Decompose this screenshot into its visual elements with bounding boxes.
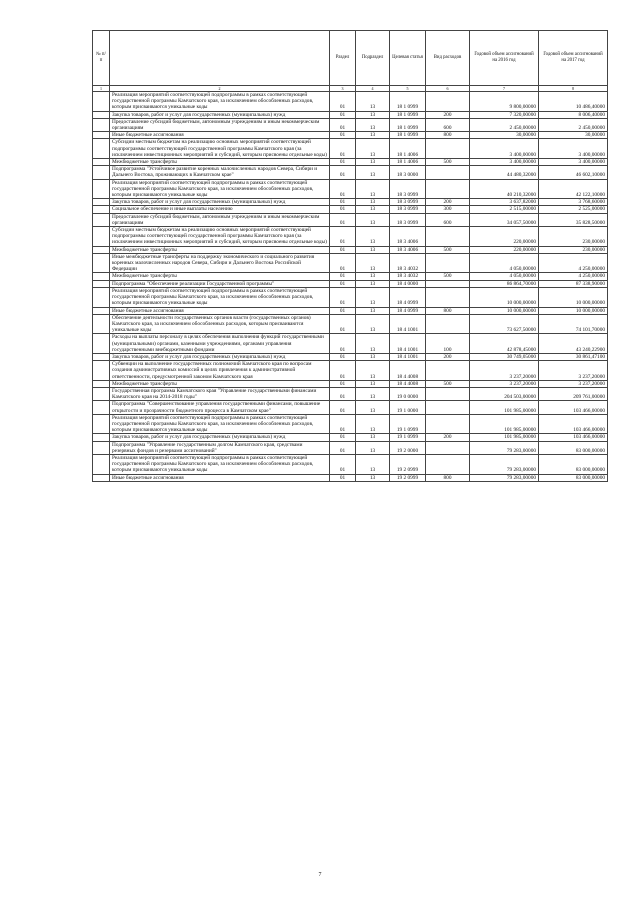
cell-num — [93, 111, 110, 118]
cell-2017: 2 525,00000 — [539, 206, 608, 213]
table-row — [93, 434, 608, 441]
cell-razdel: 01 — [330, 434, 356, 441]
cell-name: Межбюджетные трансферты — [110, 159, 330, 166]
cell-2016: 3 237,20000 — [470, 361, 539, 381]
table-row — [93, 179, 608, 199]
cell-name: Иные бюджетные ассигнования — [110, 132, 330, 139]
cell-2017: 3 400,00000 — [539, 159, 608, 166]
cell-expense-type — [426, 441, 470, 454]
cell-name: Закупка товаров, работ и услуг для государственных (муниципальных) нужд — [110, 434, 330, 441]
cell-expense-type — [426, 227, 470, 247]
cell-2016: 79 283,00000 — [470, 474, 539, 481]
cell-podrazdel: 13 — [356, 139, 390, 159]
cell-2017: 230,00000 — [539, 227, 608, 247]
cell-2017: 35 828,50000 — [539, 213, 608, 226]
cell-2016: 3 237,20000 — [470, 380, 539, 387]
cell-num — [93, 179, 110, 199]
cell-name: Реализация мероприятий соответствующей подпрограммы в рамках соответствующей государственной программы Камчатского края, за исключением обособленных расходов, которым присваиваются уникальные коды — [110, 414, 330, 434]
cell-num — [93, 387, 110, 400]
cell-num — [93, 434, 110, 441]
cell-podrazdel: 13 — [356, 361, 390, 381]
table-row — [93, 213, 608, 226]
cell-expense-type — [426, 166, 470, 179]
cell-target-article: 18 1 0999 — [390, 118, 426, 131]
cell-2017: 30,00000 — [539, 132, 608, 139]
cell-razdel: 01 — [330, 287, 356, 307]
col-number: 3 — [330, 86, 356, 92]
cell-num — [93, 227, 110, 247]
table-row — [93, 246, 608, 253]
cell-expense-type — [426, 314, 470, 334]
cell-name: Обеспечение деятельности государственных органов власти (государственных органов) Камчатского края, за исключением обособленных расходов, которым присваиваются уникальные коды — [110, 314, 330, 334]
cell-num — [93, 118, 110, 131]
cell-target-article: 18 3 0999 — [390, 213, 426, 226]
cell-2016: 79 283,00000 — [470, 441, 539, 454]
cell-podrazdel: 13 — [356, 454, 390, 474]
cell-2016: 220,00000 — [470, 227, 539, 247]
table-row — [93, 273, 608, 280]
cell-2016: 4 050,00000 — [470, 273, 539, 280]
cell-podrazdel: 13 — [356, 199, 390, 206]
cell-2017: 10 486,40000 — [539, 92, 608, 112]
document-page — [92, 30, 607, 482]
cell-target-article: 18 1 4006 — [390, 139, 426, 159]
cell-expense-type: 600 — [426, 213, 470, 226]
cell-num — [93, 401, 110, 414]
col-number: 8 — [539, 86, 608, 92]
cell-2016: 9 800,00000 — [470, 92, 539, 112]
cell-target-article: 19 1 0000 — [390, 401, 426, 414]
table-body — [93, 92, 608, 482]
cell-podrazdel: 13 — [356, 159, 390, 166]
cell-2016: 7 320,00000 — [470, 111, 539, 118]
cell-target-article: 19 2 0000 — [390, 441, 426, 454]
cell-target-article: 18 3 4006 — [390, 227, 426, 247]
cell-razdel: 01 — [330, 401, 356, 414]
table-row — [93, 334, 608, 354]
cell-2016: 2 450,00000 — [470, 118, 539, 131]
cell-razdel: 01 — [330, 314, 356, 334]
budget-table — [92, 30, 608, 482]
cell-num — [93, 280, 110, 287]
cell-podrazdel: 13 — [356, 206, 390, 213]
cell-razdel: 01 — [330, 280, 356, 287]
cell-target-article: 18 4 1001 — [390, 314, 426, 334]
cell-num — [93, 380, 110, 387]
cell-2017: 74 101,70000 — [539, 314, 608, 334]
cell-num — [93, 199, 110, 206]
cell-expense-type: 200 — [426, 111, 470, 118]
cell-razdel: 01 — [330, 227, 356, 247]
table-row — [93, 414, 608, 434]
cell-target-article: 18 1 4006 — [390, 159, 426, 166]
header-2016: Годовой объем ассигнований на 2016 год — [470, 31, 539, 86]
cell-expense-type — [426, 92, 470, 112]
cell-name: Субсидии местным бюджетам на реализацию основных мероприятий соответствующей подпрограммы соответствующей государственной программы Камчатского края (за исключением инвестиционных мероприятий и субсидий, которым присвоены отдельные коды) — [110, 139, 330, 159]
cell-expense-type — [426, 361, 470, 381]
cell-podrazdel: 13 — [356, 253, 390, 273]
cell-num — [93, 246, 110, 253]
cell-razdel: 01 — [330, 380, 356, 387]
cell-num — [93, 454, 110, 474]
table-row — [93, 139, 608, 159]
cell-target-article: 18 4 1001 — [390, 353, 426, 360]
cell-podrazdel: 13 — [356, 474, 390, 481]
cell-num — [93, 273, 110, 280]
cell-2016: 101 985,00000 — [470, 414, 539, 434]
cell-target-article: 18 4 4008 — [390, 380, 426, 387]
cell-2016: 3 400,00000 — [470, 139, 539, 159]
table-row — [93, 111, 608, 118]
cell-target-article: 18 1 0999 — [390, 111, 426, 118]
cell-target-article: 19 1 0999 — [390, 434, 426, 441]
cell-razdel: 01 — [330, 307, 356, 314]
cell-target-article: 18 4 0000 — [390, 280, 426, 287]
cell-target-article: 18 1 0999 — [390, 92, 426, 112]
cell-target-article: 18 3 0000 — [390, 166, 426, 179]
cell-num — [93, 213, 110, 226]
cell-razdel: 01 — [330, 213, 356, 226]
cell-name: Подпрограмма "Управление государственным долгом Камчатского края, средствами резервных фондов и резервами ассигнований" — [110, 441, 330, 454]
table-row — [93, 92, 608, 112]
table-row — [93, 353, 608, 360]
cell-target-article: 19 2 0999 — [390, 454, 426, 474]
header-name — [110, 31, 330, 86]
table-row — [93, 314, 608, 334]
cell-name: Социальное обеспечение и иные выплаты населению — [110, 206, 330, 213]
cell-2016: 3 400,00000 — [470, 159, 539, 166]
cell-name: Реализация мероприятий соответствующей подпрограммы в рамках соответствующей государственной программы Камчатского края, за исключением обособленных расходов, которым присваиваются уникальные коды — [110, 179, 330, 199]
cell-target-article: 18 1 0999 — [390, 132, 426, 139]
table-row — [93, 287, 608, 307]
col-number: 4 — [356, 86, 390, 92]
cell-podrazdel: 13 — [356, 387, 390, 400]
cell-podrazdel: 13 — [356, 179, 390, 199]
cell-2016: 30,00000 — [470, 132, 539, 139]
cell-name: Подпрограмма "Обеспечение реализации Государственной программы" — [110, 280, 330, 287]
cell-razdel: 01 — [330, 166, 356, 179]
cell-name: Реализация мероприятий соответствующей подпрограммы в рамках соответствующей государственной программы Камчатского края, за исключением обособленных расходов, которым присваиваются уникальные коды — [110, 92, 330, 112]
cell-podrazdel: 13 — [356, 111, 390, 118]
cell-num — [93, 353, 110, 360]
cell-2016: 42 878,45000 — [470, 334, 539, 354]
cell-target-article: 19 2 0999 — [390, 474, 426, 481]
cell-num — [93, 159, 110, 166]
cell-num — [93, 206, 110, 213]
table-row — [93, 118, 608, 131]
cell-name: Реализация мероприятий соответствующей подпрограммы в рамках соответствующей государственной программы Камчатского края, за исключением обособленных расходов, которым присваиваются уникальные коды — [110, 454, 330, 474]
cell-target-article: 18 3 4032 — [390, 273, 426, 280]
table-row — [93, 253, 608, 273]
cell-2016: 79 283,00000 — [470, 454, 539, 474]
cell-num — [93, 166, 110, 179]
cell-name: Субвенции на выполнение государственных полномочий Камчатского края по вопросам создания административных комиссий в целях привлечения к административной ответственности, предусмотренной законом Камчатского края — [110, 361, 330, 381]
table-row — [93, 199, 608, 206]
cell-target-article: 18 4 4008 — [390, 361, 426, 381]
cell-expense-type — [426, 253, 470, 273]
cell-razdel: 01 — [330, 139, 356, 159]
cell-2017: 3 768,60000 — [539, 199, 608, 206]
cell-name: Подпрограмма "Устойчивое развитие коренных малочисленных народов Севера, Сибири и Дальнего Востока, проживающих в Камчатском крае" — [110, 166, 330, 179]
cell-target-article: 18 3 0999 — [390, 199, 426, 206]
cell-razdel: 01 — [330, 132, 356, 139]
table-row — [93, 454, 608, 474]
cell-podrazdel: 13 — [356, 118, 390, 131]
cell-razdel: 01 — [330, 199, 356, 206]
cell-expense-type: 200 — [426, 434, 470, 441]
cell-name: Предоставление субсидий бюджетным, автономным учреждениям и иным некоммерческим организациям — [110, 213, 330, 226]
cell-podrazdel: 13 — [356, 246, 390, 253]
cell-razdel: 01 — [330, 179, 356, 199]
cell-expense-type — [426, 287, 470, 307]
table-row — [93, 441, 608, 454]
table-row — [93, 227, 608, 247]
cell-2017: 83 000,00000 — [539, 454, 608, 474]
cell-target-article: 18 4 1001 — [390, 334, 426, 354]
cell-name: Закупка товаров, работ и услуг для государственных (муниципальных) нужд — [110, 111, 330, 118]
cell-num — [93, 92, 110, 112]
col-number: 2 — [110, 86, 330, 92]
cell-2017: 10 000,00000 — [539, 307, 608, 314]
cell-razdel: 01 — [330, 414, 356, 434]
cell-expense-type: 100 — [426, 334, 470, 354]
cell-expense-type — [426, 280, 470, 287]
table-row — [93, 132, 608, 139]
cell-2017: 10 000,00000 — [539, 287, 608, 307]
cell-name: Субсидии местным бюджетам на реализацию основных мероприятий соответствующей подпрограммы соответствующей государственной программы Камчатского края (за исключением инвестиционных мероприятий и субсидий, которым присвоены отдельные коды) — [110, 227, 330, 247]
cell-2016: 73 627,50000 — [470, 314, 539, 334]
table-row — [93, 307, 608, 314]
cell-expense-type — [426, 387, 470, 400]
cell-expense-type: 800 — [426, 474, 470, 481]
cell-expense-type: 500 — [426, 380, 470, 387]
cell-2016: 34 057,50000 — [470, 213, 539, 226]
cell-name: Предоставление субсидий бюджетным, автономным учреждениям и иным некоммерческим организациям — [110, 118, 330, 131]
cell-2017: 230,00000 — [539, 246, 608, 253]
cell-num — [93, 139, 110, 159]
table-row — [93, 474, 608, 481]
cell-target-article: 18 3 4006 — [390, 246, 426, 253]
page-number: 7 — [318, 872, 322, 878]
cell-num — [93, 132, 110, 139]
col-number: 5 — [390, 86, 426, 92]
cell-razdel: 01 — [330, 334, 356, 354]
cell-2016: 86 864,70000 — [470, 280, 539, 287]
cell-2017: 103 466,00000 — [539, 401, 608, 414]
cell-2017: 209 761,00000 — [539, 387, 608, 400]
header-razdel: Раздел — [330, 31, 356, 86]
table-row — [93, 166, 608, 179]
cell-razdel: 01 — [330, 454, 356, 474]
cell-podrazdel: 13 — [356, 307, 390, 314]
cell-podrazdel: 13 — [356, 132, 390, 139]
cell-2017: 4 250,00000 — [539, 273, 608, 280]
cell-name: Государственная программа Камчатского края "Управление государственными финансами Камчатского края на 2014-2018 годы" — [110, 387, 330, 400]
table-row — [93, 380, 608, 387]
cell-target-article: 18 3 0999 — [390, 179, 426, 199]
cell-target-article: 18 4 0999 — [390, 307, 426, 314]
cell-expense-type — [426, 401, 470, 414]
cell-razdel: 01 — [330, 253, 356, 273]
cell-target-article: 19 1 0999 — [390, 414, 426, 434]
cell-2016: 3 637,82000 — [470, 199, 539, 206]
cell-2016: 44 480,32000 — [470, 166, 539, 179]
cell-name: Расходы на выплаты персоналу в целях обеспечения выполнения функций государственными (муниципальными) органами, казенными учреждениями, органами управления государственными внебюджетными фондами — [110, 334, 330, 354]
cell-expense-type: 500 — [426, 246, 470, 253]
cell-2017: 8 006,40000 — [539, 111, 608, 118]
cell-2017: 103 466,00000 — [539, 414, 608, 434]
cell-2017: 43 240,22900 — [539, 334, 608, 354]
cell-expense-type: 500 — [426, 159, 470, 166]
cell-expense-type — [426, 179, 470, 199]
table-row — [93, 387, 608, 400]
cell-num — [93, 474, 110, 481]
cell-podrazdel: 13 — [356, 213, 390, 226]
cell-num — [93, 307, 110, 314]
cell-podrazdel: 13 — [356, 280, 390, 287]
cell-2016: 10 000,00000 — [470, 307, 539, 314]
cell-expense-type — [426, 139, 470, 159]
cell-podrazdel: 13 — [356, 334, 390, 354]
cell-podrazdel: 13 — [356, 441, 390, 454]
cell-2017: 3 237,20000 — [539, 380, 608, 387]
cell-num — [93, 361, 110, 381]
cell-razdel: 01 — [330, 353, 356, 360]
cell-expense-type: 800 — [426, 307, 470, 314]
cell-razdel: 01 — [330, 159, 356, 166]
cell-2016: 220,00000 — [470, 246, 539, 253]
table-row — [93, 280, 608, 287]
cell-2017: 83 000,00000 — [539, 474, 608, 481]
cell-razdel: 01 — [330, 474, 356, 481]
cell-expense-type — [426, 454, 470, 474]
cell-2016: 204 503,00000 — [470, 387, 539, 400]
cell-podrazdel: 13 — [356, 273, 390, 280]
cell-2017: 46 602,10000 — [539, 166, 608, 179]
cell-target-article: 18 3 0999 — [390, 206, 426, 213]
cell-2017: 87 338,90000 — [539, 280, 608, 287]
cell-podrazdel: 13 — [356, 414, 390, 434]
cell-num — [93, 287, 110, 307]
cell-name: Иные межбюджетные трансферты на поддержку экономического и социального развития коренных малочисленных народов Севера, Сибири и Дальнего Востока Российской Федерации — [110, 253, 330, 273]
table-row — [93, 159, 608, 166]
cell-razdel: 01 — [330, 273, 356, 280]
cell-name: Реализация мероприятий соответствующей подпрограммы в рамках соответствующей государственной программы Камчатского края, за исключением обособленных расходов, которым присваиваются уникальные коды — [110, 287, 330, 307]
cell-razdel: 01 — [330, 246, 356, 253]
table-row — [93, 361, 608, 381]
cell-podrazdel: 13 — [356, 401, 390, 414]
cell-expense-type: 300 — [426, 206, 470, 213]
cell-2017: 4 250,00000 — [539, 253, 608, 273]
col-number: 6 — [426, 86, 470, 92]
col-number: 1 — [93, 86, 110, 92]
col-number: 7 — [470, 86, 539, 92]
cell-2017: 3 237,20000 — [539, 361, 608, 381]
cell-expense-type: 800 — [426, 132, 470, 139]
cell-razdel: 01 — [330, 387, 356, 400]
cell-2017: 103 466,00000 — [539, 434, 608, 441]
cell-num — [93, 334, 110, 354]
cell-2017: 83 000,00000 — [539, 441, 608, 454]
cell-2017: 42 122,10000 — [539, 179, 608, 199]
cell-name: Межбюджетные трансферты — [110, 380, 330, 387]
cell-expense-type: 500 — [426, 273, 470, 280]
cell-name: Межбюджетные трансферты — [110, 246, 330, 253]
cell-expense-type — [426, 414, 470, 434]
cell-name: Подпрограмма "Совершенствование управления государственными финансами, повышение открытости и прозрачности бюджетного процесса в Камчатском крае" — [110, 401, 330, 414]
cell-razdel: 01 — [330, 206, 356, 213]
cell-name: Межбюджетные трансферты — [110, 273, 330, 280]
cell-2016: 40 210,32000 — [470, 179, 539, 199]
cell-target-article: 18 4 0999 — [390, 287, 426, 307]
cell-podrazdel: 13 — [356, 166, 390, 179]
cell-num — [93, 253, 110, 273]
cell-name: Иные бюджетные ассигнования — [110, 474, 330, 481]
cell-podrazdel: 13 — [356, 314, 390, 334]
cell-podrazdel: 13 — [356, 227, 390, 247]
cell-target-article: 19 0 0000 — [390, 387, 426, 400]
cell-expense-type: 600 — [426, 118, 470, 131]
cell-razdel: 01 — [330, 361, 356, 381]
cell-num — [93, 441, 110, 454]
header-podrazdel: Подраздел — [356, 31, 390, 86]
cell-expense-type: 200 — [426, 199, 470, 206]
cell-name: Закупка товаров, работ и услуг для государственных (муниципальных) нужд — [110, 353, 330, 360]
cell-razdel: 01 — [330, 92, 356, 112]
header-2017: Годовой объем ассигнований на 2017 год — [539, 31, 608, 86]
cell-2017: 30 861,47100 — [539, 353, 608, 360]
header-row — [93, 31, 608, 86]
cell-target-article: 18 3 4032 — [390, 253, 426, 273]
cell-2016: 4 050,00000 — [470, 253, 539, 273]
cell-podrazdel: 13 — [356, 92, 390, 112]
cell-2016: 10 000,00000 — [470, 287, 539, 307]
cell-2016: 30 749,05000 — [470, 353, 539, 360]
cell-2016: 101 985,00000 — [470, 401, 539, 414]
cell-name: Закупка товаров, работ и услуг для государственных (муниципальных) нужд — [110, 199, 330, 206]
cell-razdel: 01 — [330, 441, 356, 454]
cell-podrazdel: 13 — [356, 287, 390, 307]
header-num: № п/п — [93, 31, 110, 86]
cell-num — [93, 314, 110, 334]
header-target-article: Целевая статья — [390, 31, 426, 86]
cell-2017: 2 450,00000 — [539, 118, 608, 131]
cell-2017: 3 400,00000 — [539, 139, 608, 159]
cell-razdel: 01 — [330, 111, 356, 118]
header-expense-type: Вид расходов — [426, 31, 470, 86]
cell-podrazdel: 13 — [356, 353, 390, 360]
cell-expense-type: 200 — [426, 353, 470, 360]
cell-2016: 2 515,00000 — [470, 206, 539, 213]
cell-num — [93, 414, 110, 434]
table-row — [93, 401, 608, 414]
cell-podrazdel: 13 — [356, 434, 390, 441]
cell-name: Иные бюджетные ассигнования — [110, 307, 330, 314]
cell-razdel: 01 — [330, 118, 356, 131]
cell-2016: 101 985,00000 — [470, 434, 539, 441]
cell-podrazdel: 13 — [356, 380, 390, 387]
table-row — [93, 206, 608, 213]
